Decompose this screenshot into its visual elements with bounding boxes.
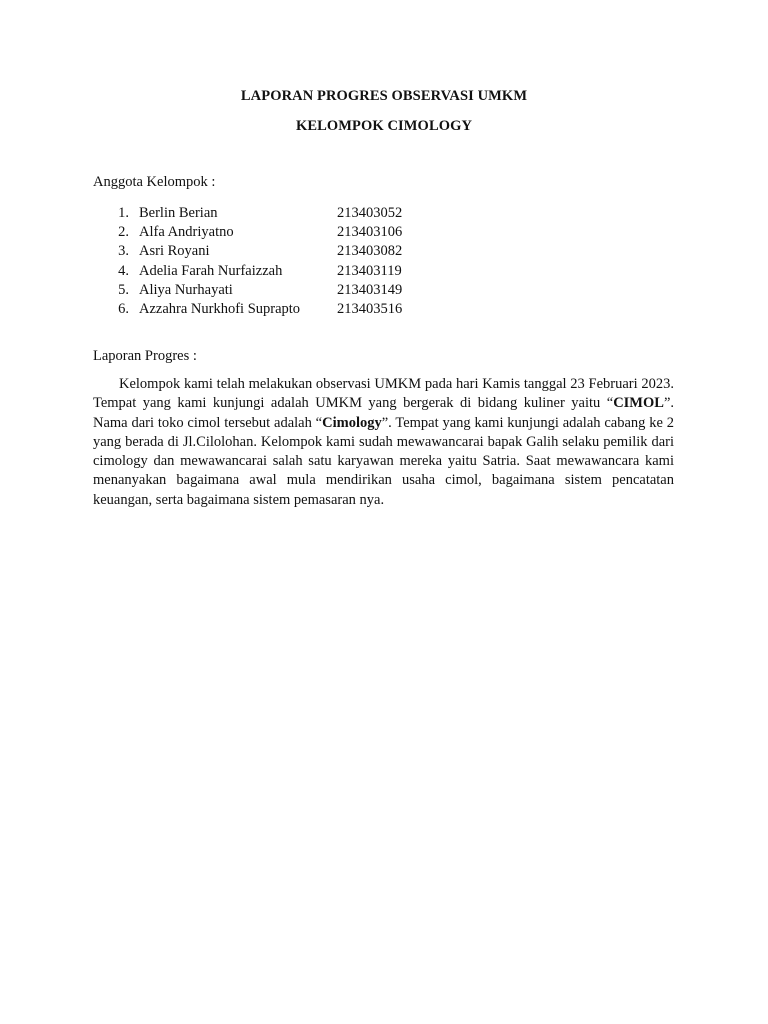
member-number: 5. — [118, 281, 129, 298]
document-title: LAPORAN PROGRES OBSERVASI UMKM — [240, 88, 528, 104]
member-name: Aliya Nurhayati — [139, 281, 233, 298]
member-name: Adelia Farah Nurfaizzah — [139, 262, 283, 279]
member-item — [93, 242, 423, 261]
report-paragraph — [93, 375, 674, 510]
member-number: 3. — [118, 243, 129, 260]
member-nim: 213403082 — [337, 243, 403, 260]
paragraph-bold-cimol: CIMOL — [613, 395, 664, 412]
members-heading: Anggota Kelompok : — [93, 174, 216, 190]
member-name: Berlin Berian — [139, 205, 218, 221]
member-item — [93, 300, 423, 319]
member-item — [93, 262, 423, 281]
member-item — [93, 204, 423, 223]
member-number: 1. — [118, 205, 129, 221]
member-name: Azzahra Nurkhofi Suprapto — [139, 300, 301, 317]
paragraph-bold-cimology: Cimology — [322, 414, 382, 431]
member-number: 2. — [118, 224, 129, 241]
member-name: Asri Royani — [139, 243, 210, 260]
report-heading: Laporan Progres : — [93, 348, 197, 364]
member-list — [93, 204, 423, 319]
member-nim: 213403149 — [337, 281, 403, 298]
member-item — [93, 281, 423, 300]
member-number: 4. — [118, 262, 129, 279]
paragraph-text: Kelompok kami telah melakukan observasi UMKM pada hari Kamis tanggal 23 Februari 2023. Tempat yang kami kunjungi adalah UMKM yang bergerak di bidang kuliner yaitu “ — [93, 376, 674, 412]
member-nim: 213403052 — [337, 205, 403, 221]
member-nim: 213403119 — [337, 262, 402, 279]
member-name: Alfa Andriyatno — [139, 224, 234, 241]
paragraph-text: ”. Nama dari toko cimol tersebut adalah “ — [93, 395, 674, 431]
member-number: 6. — [118, 300, 129, 317]
document-subtitle: KELOMPOK CIMOLOGY — [295, 118, 473, 134]
member-item — [93, 223, 423, 242]
member-nim: 213403516 — [337, 300, 403, 317]
paragraph-text: ”. Tempat yang kami kunjungi adalah cabang ke 2 yang berada di Jl.Cilolohan. Kelompok kami sudah mewawancarai bapak Galih selaku pemilik dari cimology dan mewawancarai salah satu karyawan mereka yaitu Satria. Saat mewawancara kami menanyakan bagaimana awal mula mendirikan usaha cimol, bagaimana sistem pencatatan keuangan, serta bagaimana sistem pemasaran nya. — [93, 414, 675, 508]
member-nim: 213403106 — [337, 224, 403, 241]
